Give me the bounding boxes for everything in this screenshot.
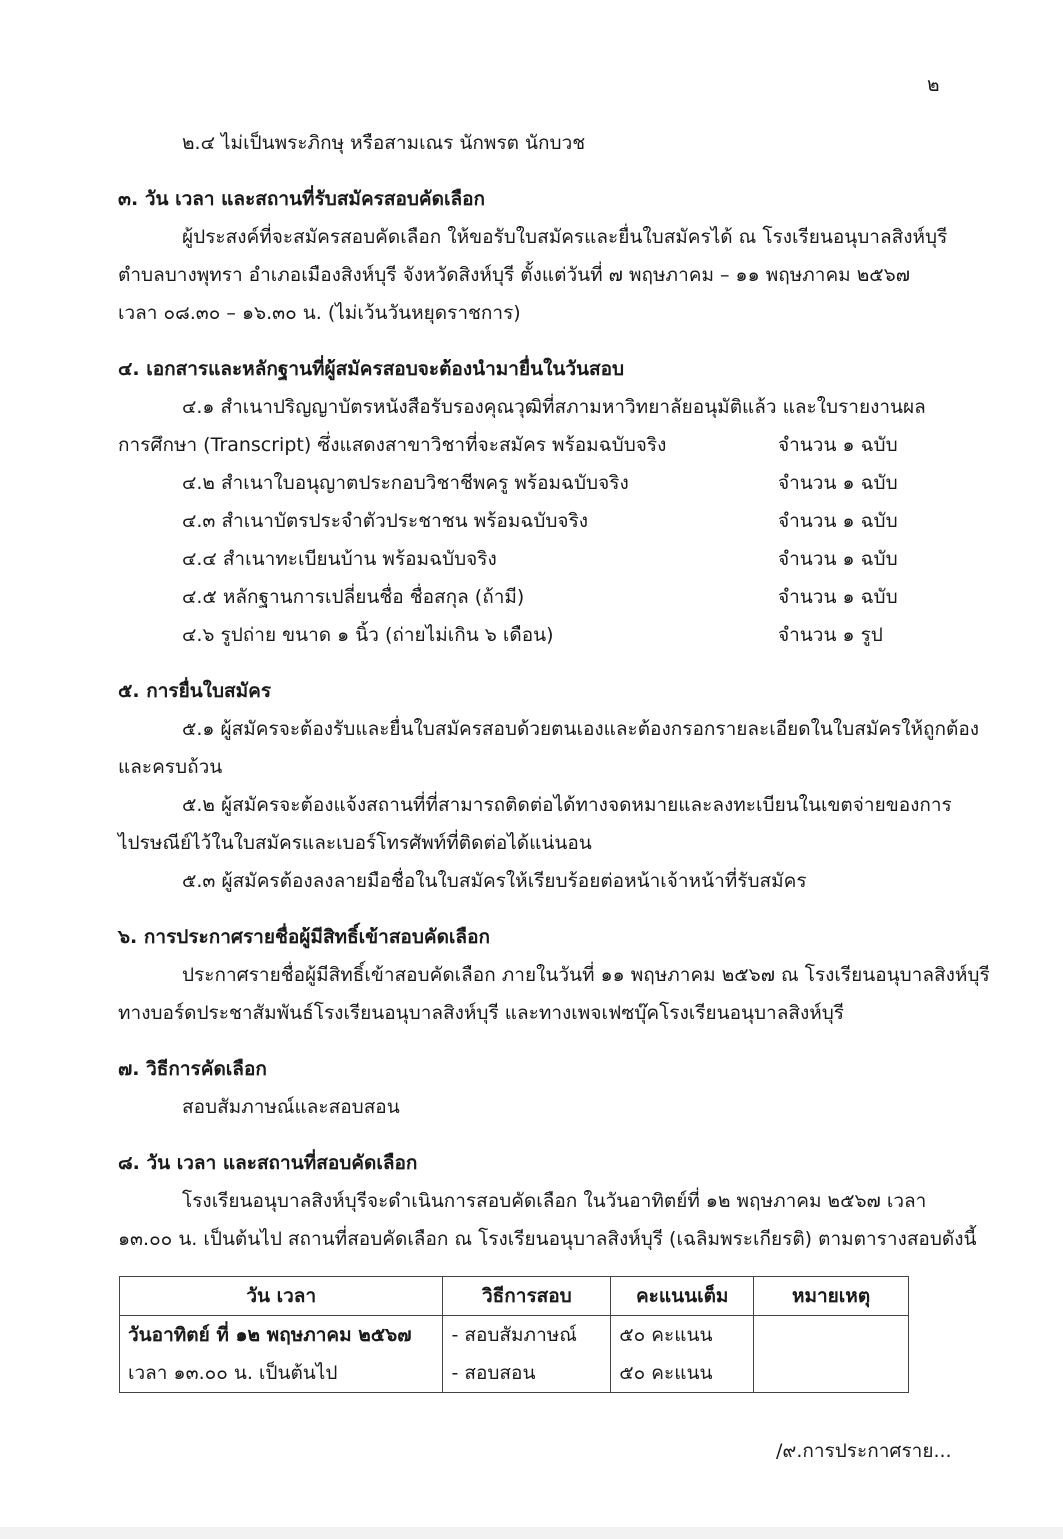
exam-score-cell <box>611 1316 754 1393</box>
section-5-heading: ๕. การยื่นใบสมัคร <box>118 680 272 702</box>
document-item-amount: จำนวน ๑ ฉบับ <box>778 510 898 532</box>
page-number: ๒ <box>927 74 940 96</box>
continuation-footer: /๙.การประกาศราย... <box>776 1440 952 1462</box>
section-6-heading: ๖. การประกาศรายชื่อผู้มีสิทธิ์เข้าสอบคัดเลือก <box>118 926 490 948</box>
document-item-row <box>118 502 948 540</box>
exam-datetime-cell <box>120 1316 443 1393</box>
document-item-amount: จำนวน ๑ ฉบับ <box>778 586 898 608</box>
column-header: วิธีการสอบ <box>443 1277 611 1316</box>
exam-score: ๕๐ คะแนน <box>619 1324 713 1346</box>
section-3-line: เวลา ๐๘.๓๐ – ๑๖.๓๐ น. (ไม่เว้นวันหยุดราชการ) <box>118 302 521 324</box>
document-item-amount: จำนวน ๑ รูป <box>778 624 883 646</box>
section-6-line: ทางบอร์ดประชาสัมพันธ์โรงเรียนอนุบาลสิงห์บุรี และทางเพจเฟซบุ๊คโรงเรียนอนุบาลสิงห์บุรี <box>118 1002 845 1024</box>
table-row <box>120 1316 909 1393</box>
exam-method-cell <box>443 1316 611 1393</box>
section-7-line: สอบสัมภาษณ์และสอบสอน <box>182 1096 400 1118</box>
document-item-amount: จำนวน ๑ ฉบับ <box>778 434 898 456</box>
section-3-heading: ๓. วัน เวลา และสถานที่รับสมัครสอบคัดเลือก <box>118 188 486 210</box>
exam-time: เวลา ๑๓.๐๐ น. เป็นต้นไป <box>128 1362 338 1384</box>
exam-remark-cell <box>754 1316 909 1393</box>
section-5-line: ๕.๑ ผู้สมัครจะต้องรับและยื่นใบสมัครสอบด้วยตนเองและต้องกรอกรายละเอียดในใบสมัครให้ถูกต้อง <box>182 718 980 740</box>
section-8-line: โรงเรียนอนุบาลสิงห์บุรีจะดำเนินการสอบคัดเลือก ในวันอาทิตย์ที่ ๑๒ พฤษภาคม ๒๕๖๗ เวลา <box>182 1190 927 1212</box>
section-5-line: ๕.๒ ผู้สมัครจะต้องแจ้งสถานที่ที่สามารถติดต่อได้ทางจดหมายและลงทะเบียนในเขตจ่ายของการ <box>182 794 952 816</box>
section-7-heading: ๗. วิธีการคัดเลือก <box>118 1058 267 1080</box>
column-header: วัน เวลา <box>120 1277 443 1316</box>
exam-method: - สอบสัมภาษณ์ <box>451 1324 577 1346</box>
document-item-row <box>118 464 948 502</box>
document-item-text: การศึกษา (Transcript) ซึ่งแสดงสาขาวิชาที่จะสมัคร พร้อมฉบับจริง <box>118 434 667 456</box>
item-2-4: ๒.๔ ไม่เป็นพระภิกษุ หรือสามเณร นักพรต นักบวช <box>182 132 586 154</box>
document-body <box>118 124 990 1258</box>
document-item-text: ๔.๓ สำเนาบัตรประจำตัวประชาชน พร้อมฉบับจริง <box>182 510 589 532</box>
section-3-line: ผู้ประสงค์ที่จะสมัครสอบคัดเลือก ให้ขอรับใบสมัครและยื่นใบสมัครได้ ณ โรงเรียนอนุบาลสิงห์บุรี <box>182 226 948 248</box>
document-item-text: ๔.๖ รูปถ่าย ขนาด ๑ นิ้ว (ถ่ายไม่เกิน ๖ เดือน) <box>182 624 554 646</box>
exam-schedule-table <box>119 1276 909 1393</box>
section-5-line: และครบถ้วน <box>118 756 223 778</box>
exam-date: วันอาทิตย์ ที่ ๑๒ พฤษภาคม ๒๕๖๗ <box>128 1324 412 1346</box>
section-5-line: ไปรษณีย์ไว้ในใบสมัครและเบอร์โทรศัพท์ที่ติดต่อได้แน่นอน <box>118 832 592 854</box>
section-8-line: ๑๓.๐๐ น. เป็นต้นไป สถานที่สอบคัดเลือก ณ โรงเรียนอนุบาลสิงห์บุรี (เฉลิมพระเกียรติ) ตามตารางสอบดังนี้ <box>118 1228 977 1250</box>
section-8-heading: ๘. วัน เวลา และสถานที่สอบคัดเลือก <box>118 1152 418 1174</box>
section-6-line: ประกาศรายชื่อผู้มีสิทธิ์เข้าสอบคัดเลือก ภายในวันที่ ๑๑ พฤษภาคม ๒๕๖๗ ณ โรงเรียนอนุบาลสิงห์บุรี <box>182 964 990 986</box>
table-header-row <box>120 1277 909 1316</box>
document-item-text: ๔.๔ สำเนาทะเบียนบ้าน พร้อมฉบับจริง <box>182 548 497 570</box>
document-item-amount: จำนวน ๑ ฉบับ <box>778 548 898 570</box>
page-edge <box>0 1527 1063 1539</box>
document-item-text: ๔.๒ สำเนาใบอนุญาตประกอบวิชาชีพครู พร้อมฉบับจริง <box>182 472 629 494</box>
exam-score: ๕๐ คะแนน <box>619 1362 713 1384</box>
document-item-row <box>118 616 948 654</box>
document-item-amount: จำนวน ๑ ฉบับ <box>778 472 898 494</box>
document-item-row <box>118 578 948 616</box>
exam-method: - สอบสอน <box>451 1362 536 1384</box>
document-item-row <box>118 540 948 578</box>
section-3-line: ตำบลบางพุทรา อำเภอเมืองสิงห์บุรี จังหวัดสิงห์บุรี ตั้งแต่วันที่ ๗ พฤษภาคม – ๑๑ พฤษภาคม ๒๕๖๗ <box>118 264 910 286</box>
section-4-line: ๔.๑ สำเนาปริญญาบัตรหนังสือรับรองคุณวุฒิที่สภามหาวิทยาลัยอนุมัติแล้ว และใบรายงานผล <box>182 396 926 418</box>
section-4-heading: ๔. เอกสารและหลักฐานที่ผู้สมัครสอบจะต้องนำมายื่นในวันสอบ <box>118 358 625 380</box>
column-header: คะแนนเต็ม <box>611 1277 754 1316</box>
column-header: หมายเหตุ <box>754 1277 909 1316</box>
document-item-row <box>118 426 948 464</box>
document-item-text: ๔.๕ หลักฐานการเปลี่ยนชื่อ ชื่อสกุล (ถ้ามี) <box>182 586 525 608</box>
section-5-line: ๕.๓ ผู้สมัครต้องลงลายมือชื่อในใบสมัครให้เรียบร้อยต่อหน้าเจ้าหน้าที่รับสมัคร <box>182 870 807 892</box>
